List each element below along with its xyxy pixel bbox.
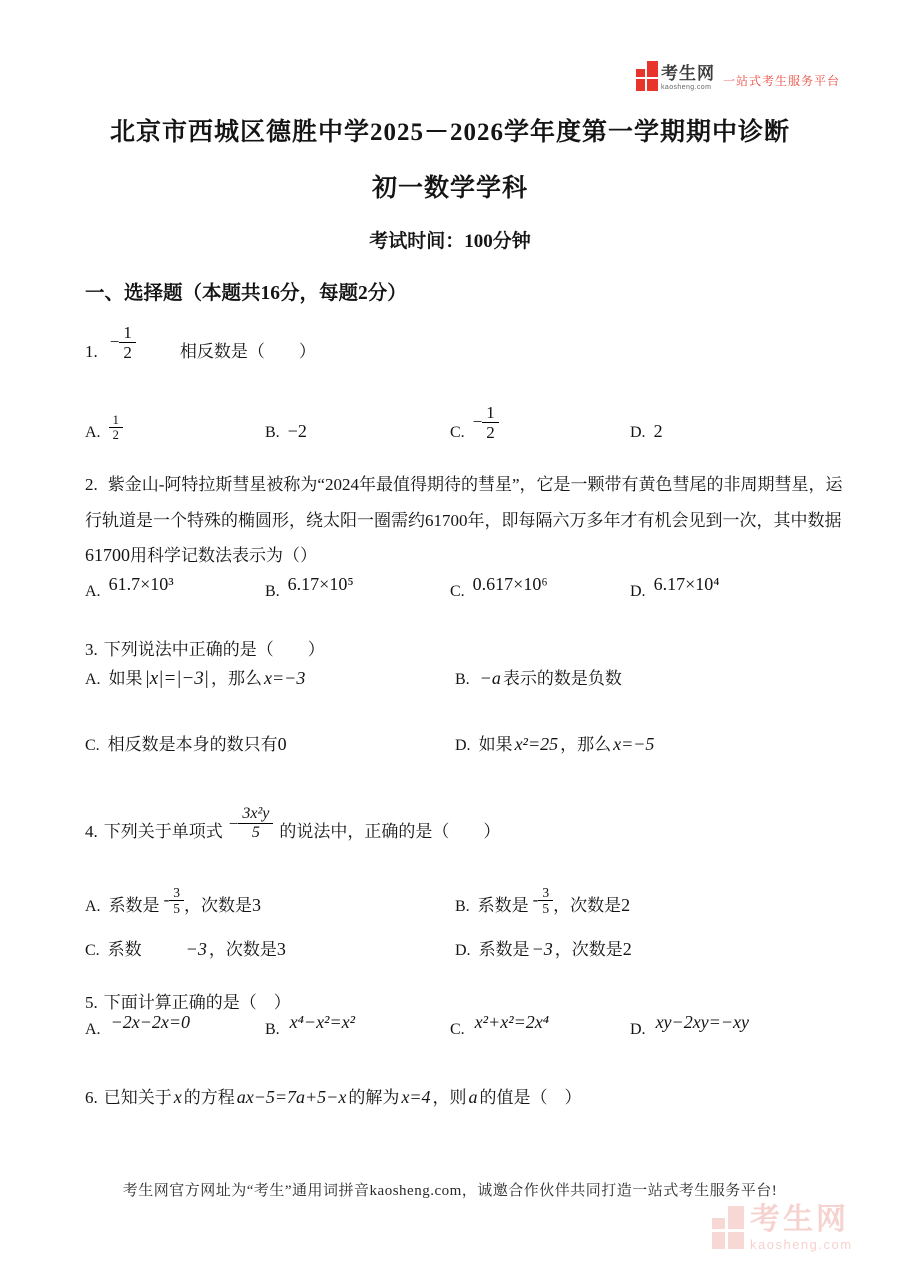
exam-duration: 考试时间：100分钟 xyxy=(369,231,531,252)
q4-pre-text: 下列关于单项式 xyxy=(103,822,223,841)
q2-option-c-value: 0.617×10⁶ xyxy=(472,574,548,594)
q2-option-a xyxy=(85,574,265,620)
q1-statement xyxy=(85,308,316,362)
q3-options-row2 xyxy=(85,730,860,770)
q4-option-d: D. 系数是 −3 ，次数是 2 xyxy=(455,939,632,959)
q6-statement: 6. 已知关于 x 的方程 ax−5=7a+5−x 的解为 x=4 ，则 a 的值是（ ） xyxy=(85,1087,582,1107)
q5-option-c-label: C. xyxy=(450,1021,465,1038)
q1-fraction xyxy=(110,323,136,362)
q1-option-a-label: A. xyxy=(85,424,101,441)
logo-text-block xyxy=(661,65,715,91)
q1-option-a xyxy=(85,396,265,442)
q3-option-d: D. 如果 x²=25 ，那么 x=−5 xyxy=(455,734,655,754)
q4-post-text: 的说法中，正确的是（ ） xyxy=(279,822,501,841)
q3-text: 下列说法中正确的是（ ） xyxy=(103,640,325,659)
q2-line2: 行轨道是一个特殊的椭圆形，绕太阳一圈需约61700年，即每隔六万多年才有机会见到一次，其中数据 xyxy=(85,511,842,530)
q5-option-d-label: D. xyxy=(630,1021,646,1038)
q5-number: 5. xyxy=(85,993,98,1012)
q4-option-d-label: D. xyxy=(455,942,471,959)
q3-option-a: A. 如果 |x|=|−3| ，那么 x=−3 xyxy=(85,668,306,689)
kaosheng-logo xyxy=(636,60,840,91)
kaosheng-logo-icon xyxy=(636,60,658,91)
q3-statement xyxy=(85,635,325,660)
q1-text: 相反数是（ ） xyxy=(179,342,316,361)
q2-option-a-label: A. xyxy=(85,583,101,600)
q3-option-b-label: B. xyxy=(455,671,470,688)
q1-number: 1. xyxy=(85,342,98,361)
q4-option-c: C. 系数 −3 ，次数是 3 xyxy=(85,939,286,959)
q1-option-d xyxy=(630,396,860,442)
q3-option-c: C. 相反数是本身的数只有 0 xyxy=(85,734,287,754)
q2-option-d-value: 6.17×10⁴ xyxy=(653,574,720,594)
q2-line1: 紫金山-阿特拉斯彗星被称为“2024年最值得期待的彗星”，它是一颗带有黄色彗尾的非周期彗星，运 xyxy=(107,475,843,494)
section1-heading: 一、选择题（本题共16分，每题2分） xyxy=(85,283,407,304)
q5-option-c xyxy=(450,1012,630,1062)
footer-text: 考生网官方网址为“考生”通用词拼音kaosheng.com，诚邀合作伙伴共同打造一站式考生服务平台! xyxy=(122,1183,778,1199)
q5-option-b xyxy=(265,1012,450,1062)
q4-fraction: − $\frac{\text{3x²y}}{5}$ xyxy=(229,805,274,842)
q5-option-a-value: −2x−2x=0 xyxy=(110,1012,190,1032)
q1-option-d-label: D. xyxy=(630,424,646,441)
q4-option-a: A. 系数是 - $\frac{3}{5}$ ，次数是 3 xyxy=(85,884,261,916)
q1-option-c xyxy=(450,396,630,442)
q1-fraction-numerator: 1 xyxy=(119,323,136,343)
q5-option-a xyxy=(85,1012,265,1062)
q3-option-a-label: A. xyxy=(85,671,101,688)
q5-option-a-label: A. xyxy=(85,1021,101,1038)
q2-line3-text: 用科学记数法表示为（） xyxy=(130,546,317,565)
q4-option-b: B. 系数是 - $\frac{3}{5}$ ，次数是 2 xyxy=(455,884,631,916)
q4-options-row1 xyxy=(85,862,860,916)
q4-options-row2 xyxy=(85,935,860,975)
q2-options-row xyxy=(85,574,860,620)
q2-option-c xyxy=(450,574,630,620)
q1-option-a-fraction: $\frac{1}{2}$ xyxy=(109,413,123,442)
q1-option-b-value: −2 xyxy=(287,421,307,441)
q5-options-row xyxy=(85,1012,860,1062)
q2-option-b xyxy=(265,574,450,620)
q2-statement xyxy=(85,467,860,574)
q2-number: 2. xyxy=(85,475,98,494)
q4-option-a-label: A. xyxy=(85,898,101,915)
q2-option-b-value: 6.17×10⁵ xyxy=(287,574,354,594)
q1-fraction-denominator: 2 xyxy=(123,342,132,362)
q1-option-c-fraction: − $\frac{1}{2}$ xyxy=(473,403,499,442)
watermark-domain: kaosheng.com xyxy=(750,1237,853,1252)
logo-brand: 考生网 xyxy=(661,64,715,83)
q5-option-d xyxy=(630,1012,860,1062)
q4-option-c-label: C. xyxy=(85,942,100,959)
q5-option-b-value: x⁴−x²=x² xyxy=(289,1012,355,1032)
q5-option-d-value: xy−2xy=−xy xyxy=(655,1012,749,1032)
q5-option-b-label: B. xyxy=(265,1021,280,1038)
q3-number: 3. xyxy=(85,640,98,659)
q2-line3-number: 61700 xyxy=(85,545,130,565)
q2-option-d xyxy=(630,574,860,620)
q1-option-b xyxy=(265,396,450,442)
q4-number: 4. xyxy=(85,822,98,841)
q1-option-d-value: 2 xyxy=(653,421,663,441)
q2-option-b-label: B. xyxy=(265,583,280,600)
logo-tagline: 一站式考生服务平台 xyxy=(723,74,841,88)
q5-text: 下面计算正确的是（ ） xyxy=(103,993,291,1012)
exam-title: 北京市西城区德胜中学2025－2026学年度第一学期期中诊断 xyxy=(109,119,790,146)
kaosheng-watermark xyxy=(712,1205,853,1251)
q1-fraction-sign: − xyxy=(109,332,120,352)
q1-option-b-label: B. xyxy=(265,424,280,441)
q3-option-b: B. −a 表示的数是负数 xyxy=(455,668,622,688)
q6-number: 6. xyxy=(85,1088,98,1107)
q1-options-row xyxy=(85,396,860,442)
q3-options-row1 xyxy=(85,664,860,708)
q3-option-d-label: D. xyxy=(455,737,471,754)
q2-option-c-label: C. xyxy=(450,583,465,600)
q5-option-c-value: x²+x²=2x⁴ xyxy=(474,1012,549,1032)
q1-option-c-label: C. xyxy=(450,424,465,441)
q2-option-d-label: D. xyxy=(630,583,646,600)
q2-option-a-value: 61.7×10³ xyxy=(108,574,174,594)
exam-subject: 初一数学学科 xyxy=(371,175,528,202)
q5-statement xyxy=(85,988,291,1013)
watermark-brand: 考生网 xyxy=(750,1203,849,1236)
q4-option-b-label: B. xyxy=(455,898,470,915)
kaosheng-watermark-icon xyxy=(712,1205,744,1249)
q4-statement xyxy=(85,788,500,842)
logo-domain: kaosheng.com xyxy=(661,84,712,91)
q3-option-c-label: C. xyxy=(85,737,100,754)
